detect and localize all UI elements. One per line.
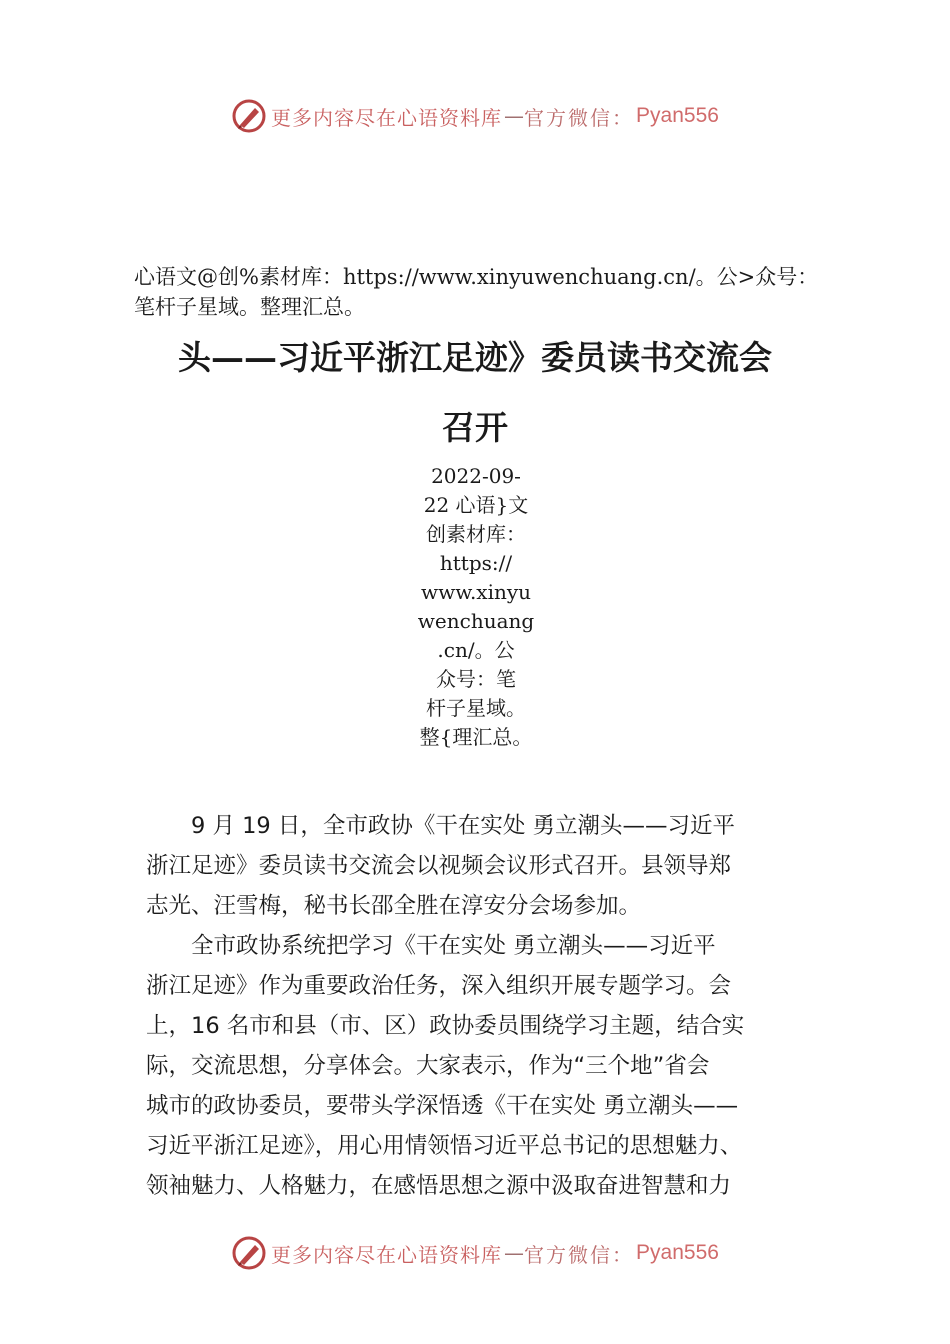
meta-line: www.xinyu	[420, 580, 532, 604]
body-line: 上，16 名市和县（市、区）政协委员围绕学习主题，结合实	[146, 1013, 745, 1039]
body-line: 城市的政协委员，要带头学深悟透《干在实处 勇立潮头——	[146, 1093, 739, 1119]
header-watermark	[0, 96, 950, 136]
body-line: 9 月 19 日，全市政协《干在实处 勇立潮头——习近平	[146, 813, 736, 839]
footer-watermark	[0, 1233, 950, 1273]
meta-line: 众号：笔	[436, 667, 516, 691]
page-title-line-2: 召开	[442, 408, 508, 447]
meta-line: 整{理汇总。	[419, 725, 533, 749]
meta-line: https://	[439, 551, 513, 575]
body-line: 际，交流思想，分享体会。大家表示，作为“三个地”省会	[146, 1053, 710, 1079]
body-line: 全市政协系统把学习《干在实处 勇立潮头——习近平	[146, 933, 716, 959]
meta-line: .cn/。公	[437, 638, 515, 662]
meta-line: wenchuang	[417, 609, 535, 633]
body-line: 浙江足迹》作为重要政治任务，深入组织开展专题学习。会	[146, 973, 732, 999]
meta-line: 创素材库：	[426, 522, 526, 546]
page-title-line-1: 头——习近平浙江足迹》委员读书交流会	[178, 338, 772, 377]
source-note: 心语文@创%素材库：https://www.xinyuwenchuang.cn/。公>众号：笔杆子星域。整理汇总。	[134, 265, 819, 319]
meta-line: 杆子星域。	[426, 696, 526, 720]
watermark-sub-text: 官方微信：	[524, 1242, 635, 1267]
body-line: 浙江足迹》委员读书交流会以视频会议形式召开。县领导郑	[146, 853, 732, 879]
watermark-separator: —	[504, 104, 525, 128]
watermark-sub-text: 官方微信：	[524, 105, 635, 130]
body-line: 领袖魅力、人格魅力，在感悟思想之源中汲取奋进智慧和力	[146, 1173, 732, 1199]
pen-logo-icon	[231, 1235, 267, 1271]
watermark-main-text: 更多内容尽在心语资料库	[271, 1242, 503, 1267]
watermark-separator: —	[504, 1241, 525, 1265]
pen-logo-icon	[231, 98, 267, 134]
watermark-wechat-id: Pyan556	[636, 1241, 719, 1264]
watermark-wechat-id: Pyan556	[636, 104, 719, 127]
watermark-main-text: 更多内容尽在心语资料库	[271, 105, 503, 130]
date-source-meta	[414, 462, 538, 752]
body-line: 习近平浙江足迹》，用心用情领悟习近平总书记的思想魅力、	[146, 1133, 743, 1159]
meta-line: 2022-09-	[431, 464, 521, 488]
meta-line: 22 心语}文	[423, 493, 529, 517]
article-body	[146, 806, 810, 1206]
body-line: 志光、汪雪梅，秘书长邵全胜在淳安分会场参加。	[146, 893, 642, 919]
